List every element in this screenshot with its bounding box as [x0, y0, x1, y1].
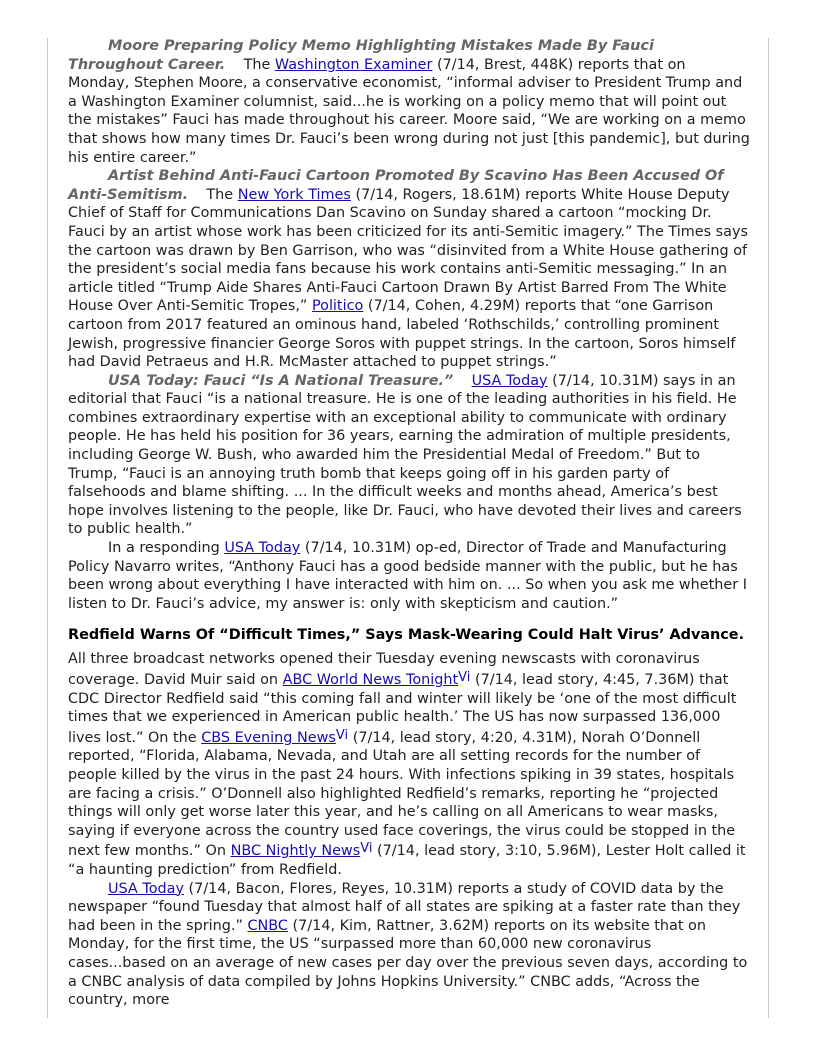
source-link-nbc-nightly-news[interactable]: NBC Nightly News: [230, 843, 361, 860]
story-text: (7/14, 10.31M) says in an editorial that Fauci “is a national treasure. He is one of the leading authorities in his field. He combines extraordinary expertise with an exceptional ability to communicate with ordinary people. He has held his position for 36 years, earning the admiration of multiple presidents, including George W. Bush, who awarded him the Presidential Medal of Freedom.” But to Trump, “Fauci is an annoying truth bomb that keeps going off in his garden party of falsehoods and blame shifting. ... In the difficult weeks and months ahead, America’s best hope involves listening to the people, like Dr. Fauci, who have devoted their lives and careers to public health.”: [68, 372, 742, 538]
story-navarro-oped: [68, 539, 750, 613]
story-scavino-cartoon: [68, 167, 750, 372]
story-text: All three broadcast networks opened their Tuesday evening newscasts with coronavirus coverage. David Muir said on: [68, 651, 700, 688]
story-text: (7/14, Bacon, Flores, Reyes, 10.31M) reports a study of COVID data by the newspaper “found Tuesday that almost half of all states are spiking at a faster rate than they had been in the spring.”: [68, 880, 741, 934]
video-indicator-icon[interactable]: Vi: [360, 841, 373, 857]
source-link-usa-today[interactable]: USA Today: [471, 372, 548, 389]
source-link-cnbc[interactable]: CNBC: [247, 917, 288, 934]
story-text: (7/14, lead story, 3:10, 5.96M), Lester Holt called it “a haunting prediction” from Redfield.: [68, 843, 746, 878]
document-page: [68, 37, 750, 1010]
video-indicator-icon[interactable]: Vi: [335, 727, 349, 743]
story-text: (7/14, Brest, 448K) reports that on Monday, Stephen Moore, a conservative economist, “informal adviser to President Trump and a Washington Examiner columnist, said...he is working on a policy memo that will point out the mistakes” Fauci has made throughout his career. Moore said, “We are working on a memo that shows how many times Dr. Fauci’s been wrong during not just [this pandemic], but during his entire career.”: [68, 56, 750, 166]
story-text: (7/14, Cohen, 4.29M) reports that “one Garrison cartoon from 2017 featured an ominous hand, labeled ‘Rothschilds,’ controlling prominent Jewish, progressive financier George Soros with puppet strings. In the cartoon, Soros himself had David Petraeus and H.R. McMaster attached to puppet strings.”: [68, 298, 736, 371]
source-link-usa-today[interactable]: USA Today: [224, 540, 301, 557]
source-link-usa-today[interactable]: USA Today: [108, 880, 184, 897]
source-link-cbs-evening-news[interactable]: CBS Evening News: [201, 729, 336, 746]
story-headline: USA Today: Fauci “Is A National Treasure.”: [108, 372, 454, 389]
story-text: (7/14, lead story, 4:20, 4.31M), Norah O’Donnell reported, “Florida, Alabama, Nevada, and Utah are all setting records for the number of people killed by the virus in the past 24 hours. With infections spiking in 39 states, hospitals are facing a crisis.” O’Donnell also highlighted Redfield’s remarks, reporting he “projected things will only get worse later this year, and he’s calling on all Americans to wear masks, saying if everyone across the country used face coverings, the virus could be stopped in the next few months.” On: [68, 729, 736, 860]
story-text: (7/14, Rogers, 18.61M) reports White House Deputy Chief of Staff for Communications Dan Scavino on Sunday shared a cartoon “mocking Dr. Fauci by an artist whose work has been criticized for its anti-Semitic imagery.” The Times says the cartoon was drawn by Ben Garrison, who was “disinvited from a White House gathering of the president’s social media fans because his work contains anti-Semitic messaging.” In an article titled “Trump Aide Shares Anti-Fauci Cartoon Drawn By Artist Barred From The White House Over Anti-Semitic Tropes,”: [68, 186, 749, 315]
story-text: The: [206, 186, 238, 203]
story-headline: Artist Behind Anti-Fauci Cartoon Promoted By Scavino Has Been Accused Of Anti-Semitism.: [68, 168, 724, 203]
section-heading: Redfield Warns Of “Difficult Times,” Says Mask-Wearing Could Halt Virus’ Advance.: [68, 627, 745, 644]
story-covid-data: [68, 880, 750, 1010]
source-link-politico[interactable]: Politico: [311, 298, 364, 315]
story-text: In a responding: [108, 540, 225, 557]
story-text: (7/14, Kim, Rattner, 3.62M) reports on its website that on Monday, for the first time, the US “surpassed more than 60,000 new coronavirus cases...based on an average of new cases per day over the previous seven days, according to a CNBC analysis of data compiled by Johns Hopkins University.” CNBC adds, “Across the country, more: [68, 917, 748, 1009]
video-indicator-icon[interactable]: Vi: [458, 670, 471, 685]
story-broadcast-coverage: [68, 650, 750, 879]
story-usa-today-editorial: [68, 372, 750, 539]
story-moore: [68, 37, 750, 167]
story-text: The: [243, 56, 275, 73]
story-text: (7/14, 10.31M) op-ed, Director of Trade and Manufacturing Policy Navarro writes, “Anthony Fauci has a good bedside manner with the public, but he has been wrong about everything I have interacted with him on. ... So when you ask me whether I listen to Dr. Fauci’s advice, my answer is: only with skepticism and caution.”: [68, 540, 747, 612]
source-link-new-york-times[interactable]: New York Times: [237, 186, 351, 203]
story-headline: Moore Preparing Policy Memo Highlighting Mistakes Made By Fauci Throughout Career.: [68, 38, 654, 73]
left-margin-rule: [47, 38, 48, 1018]
source-link-washington-examiner[interactable]: Washington Examiner: [274, 56, 433, 73]
source-link-abc-world-news-tonight[interactable]: ABC World News Tonight: [282, 672, 459, 688]
right-margin-rule: [768, 38, 769, 1018]
story-text: (7/14, lead story, 4:45, 7.36M) that CDC Director Redfield said “this coming fall and winter will likely be ‘one of the most difficult times that we experienced in American public health.’ The US has now surpassed 136,000 lives lost.” On the: [68, 672, 737, 746]
